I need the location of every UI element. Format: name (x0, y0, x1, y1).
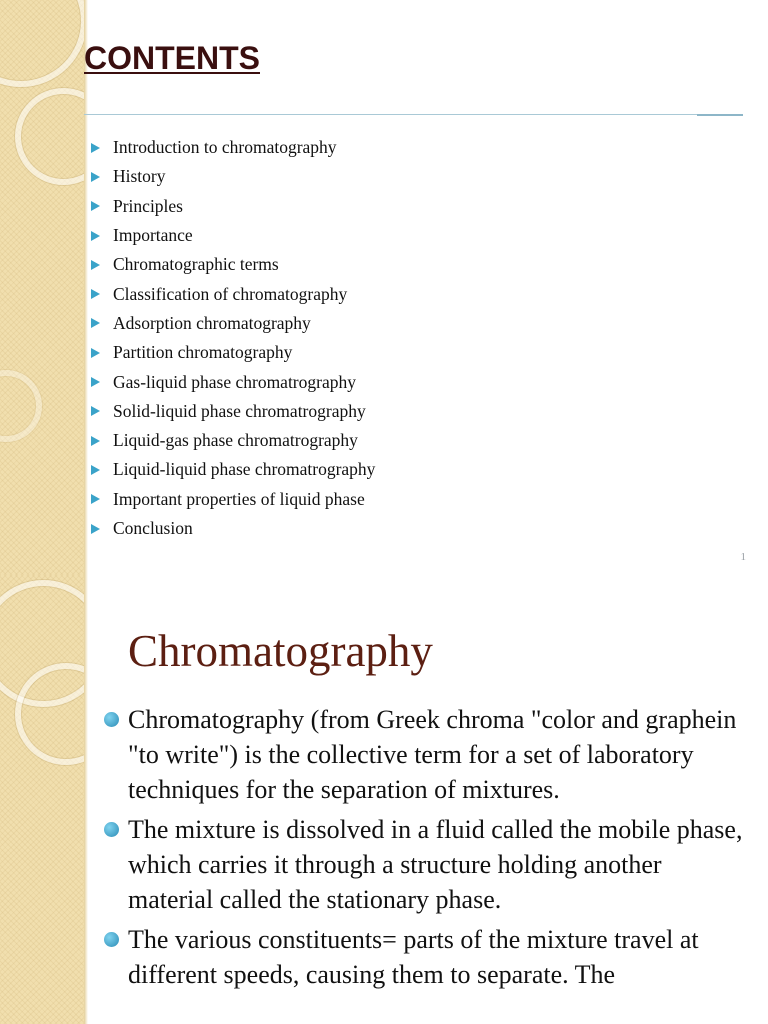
contents-item-label: Liquid-liquid phase chromatrography (113, 459, 376, 480)
contents-item-label: Important properties of liquid phase (113, 488, 365, 509)
contents-item (90, 133, 375, 162)
contents-item-label: Liquid-gas phase chromatrography (113, 430, 358, 451)
contents-item (90, 309, 375, 338)
contents-item-label: Solid-liquid phase chromatrography (113, 400, 366, 421)
contents-item (90, 514, 375, 543)
contents-list (90, 133, 375, 543)
bullet-text: The mixture is dissolved in a fluid called the mobile phase, which carries it through a structure holding another material called the stationary phase. (128, 815, 743, 914)
contents-item (90, 397, 375, 426)
arrow-bullet-icon (91, 348, 100, 358)
dot-bullet-icon (104, 932, 119, 947)
contents-item (90, 367, 375, 396)
arrow-bullet-icon (91, 465, 100, 475)
chromatography-slide (0, 575, 768, 1024)
contents-item-label: Principles (113, 195, 183, 216)
arrow-bullet-icon (91, 289, 100, 299)
contents-item-label: Partition chromatography (113, 342, 293, 363)
bullet-text: Chromatography (from Greek chroma "color and graphein "to write") is the collective term for a set of laboratory techniques for the separation of mixtures. (128, 705, 737, 804)
contents-item (90, 250, 375, 279)
decorative-sidebar (0, 575, 84, 1024)
title-divider-accent (697, 114, 743, 116)
contents-item (90, 338, 375, 367)
contents-item (90, 426, 375, 455)
arrow-bullet-icon (91, 143, 100, 153)
bullet-item (102, 812, 752, 917)
contents-item-label: Introduction to chromatography (113, 137, 337, 158)
sidebar-edge (84, 575, 88, 1024)
title-divider (84, 114, 742, 115)
contents-item-label: History (113, 166, 166, 187)
arrow-bullet-icon (91, 260, 100, 270)
arrow-bullet-icon (91, 318, 100, 328)
contents-item (90, 455, 375, 484)
arrow-bullet-icon (91, 524, 100, 534)
arrow-bullet-icon (91, 231, 100, 241)
contents-item-label: Adsorption chromatography (113, 312, 311, 333)
bullet-text: The various constituents= parts of the mixture travel at different speeds, causing them to separate. The (128, 925, 699, 989)
dot-bullet-icon (104, 822, 119, 837)
arrow-bullet-icon (91, 172, 100, 182)
bullet-item (102, 702, 752, 807)
contents-item-label: Importance (113, 225, 193, 246)
arrow-bullet-icon (91, 436, 100, 446)
contents-item-label: Gas-liquid phase chromatrography (113, 371, 356, 392)
contents-item-label: Conclusion (113, 518, 193, 538)
contents-item (90, 162, 375, 191)
slide-number: 1 (740, 551, 746, 563)
arrow-bullet-icon (91, 406, 100, 416)
slide-title: Chromatography (128, 626, 433, 676)
contents-title: CONTENTS (84, 40, 260, 76)
arrow-bullet-icon (91, 377, 100, 387)
contents-item (90, 279, 375, 308)
bullet-list (102, 702, 752, 997)
arrow-bullet-icon (91, 494, 100, 504)
sidebar-edge (84, 0, 88, 575)
arrow-bullet-icon (91, 201, 100, 211)
contents-item (90, 192, 375, 221)
contents-item (90, 221, 375, 250)
dot-bullet-icon (104, 712, 119, 727)
decorative-sidebar (0, 0, 84, 575)
contents-item (90, 485, 375, 514)
contents-item-label: Chromatographic terms (113, 254, 279, 275)
contents-item-label: Classification of chromatography (113, 283, 348, 304)
bullet-item (102, 922, 752, 992)
